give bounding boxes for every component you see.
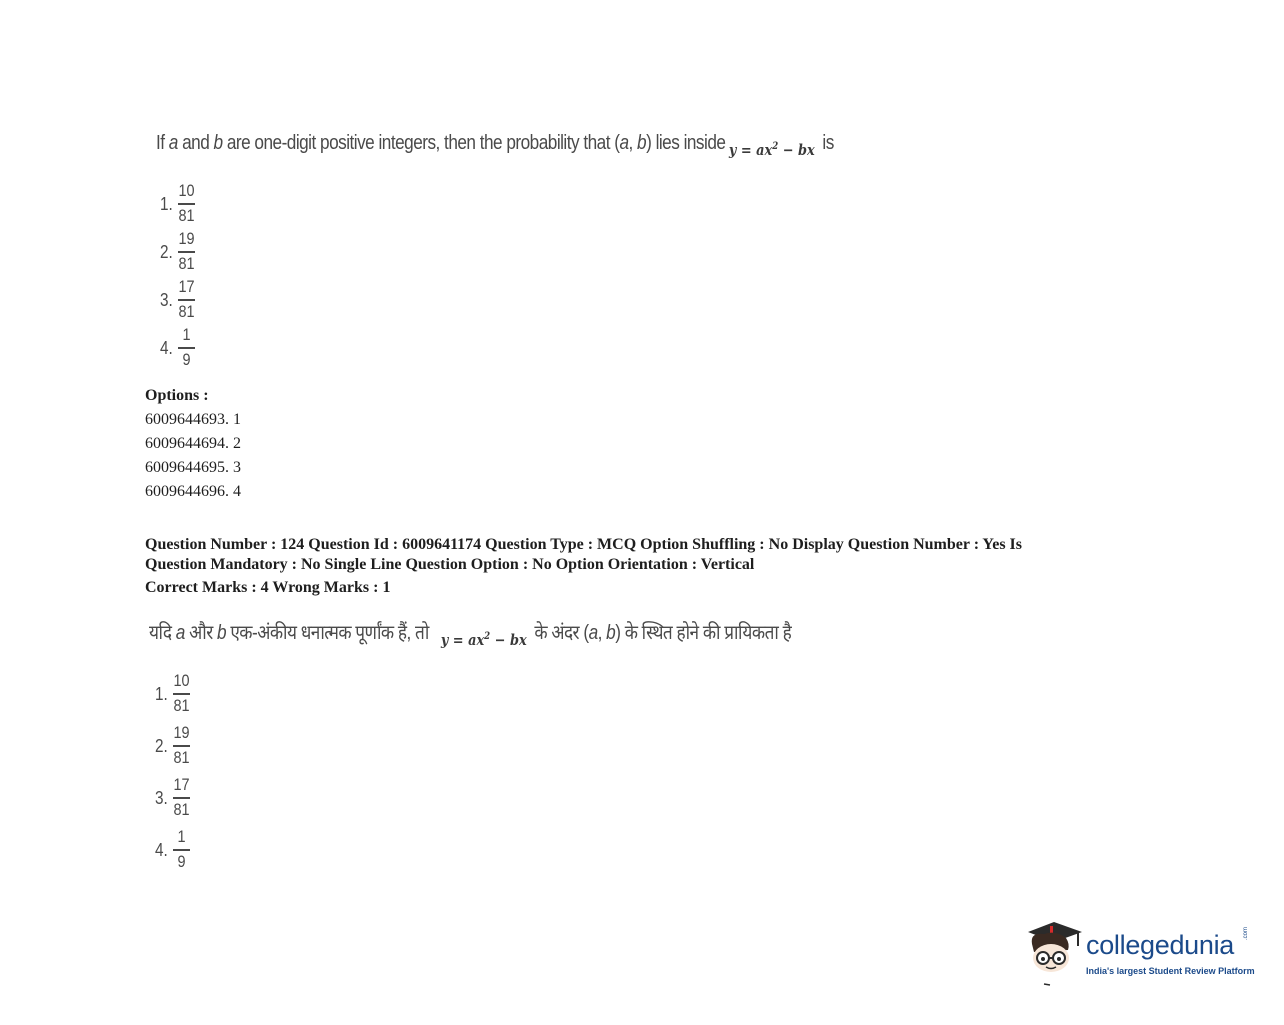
fraction-option: 2. 19 81 bbox=[160, 229, 195, 273]
fraction-option: 4. 1 9 bbox=[160, 326, 240, 374]
option-item: 6009644695. 3 bbox=[145, 459, 241, 476]
fraction: 1 9 bbox=[173, 828, 190, 871]
collegedunia-logo bbox=[1024, 918, 1264, 990]
option-item: 6009644693. 1 bbox=[145, 411, 241, 428]
question-text-hindi: यदि a और b एक-अंकीय धनात्मक पूर्णांक हैं, तो $_{y = ax^2 - bx}$ के अंदर (a, b) के स्थित होने की प्रायिकता है bbox=[149, 622, 792, 649]
fraction-option: 2. 19 81 bbox=[155, 723, 190, 767]
formula: y = ax2 − bx bbox=[440, 631, 527, 649]
fraction: 17 81 bbox=[173, 775, 190, 819]
question-text-english: If a and b are one-digit positive integers, then the probability that (a, b) lies inside $_{y = ax^2 - bx}$ is bbox=[156, 132, 834, 159]
fraction-bar bbox=[178, 251, 195, 253]
fraction-bar bbox=[173, 693, 190, 695]
fraction: 10 81 bbox=[173, 671, 190, 715]
fraction-option: 3. 17 81 bbox=[160, 277, 195, 321]
fraction-option: 1. 10 81 bbox=[160, 181, 195, 225]
logo-name: collegedunia bbox=[1086, 930, 1235, 960]
mascot-icon bbox=[1024, 918, 1086, 990]
meta-line-1: Question Number : 124 Question Id : 6009641174 Question Type : MCQ Option Shuffling : No Display Question Number : Yes Is bbox=[145, 536, 1022, 553]
fraction: 19 81 bbox=[173, 723, 190, 767]
fraction-options-hindi bbox=[155, 672, 235, 880]
fraction-option: 1. 10 81 bbox=[155, 671, 190, 715]
fraction: 19 81 bbox=[178, 229, 195, 273]
options-heading: Options : bbox=[145, 387, 209, 404]
fraction-option: 4. 1 9 bbox=[155, 828, 235, 880]
fraction-bar bbox=[178, 347, 195, 349]
options-block bbox=[145, 384, 241, 504]
logo-tagline: India's largest Student Review Platform bbox=[1086, 966, 1255, 976]
logo-suffix: .com bbox=[1243, 926, 1249, 940]
question-meta bbox=[145, 535, 1022, 598]
option-item: 6009644694. 2 bbox=[145, 435, 241, 452]
fraction-options-english bbox=[160, 182, 240, 374]
fraction: 17 81 bbox=[178, 277, 195, 321]
fraction-bar bbox=[173, 797, 190, 799]
meta-line-2: Question Mandatory : No Single Line Question Option : No Option Orientation : Vertical bbox=[145, 556, 755, 573]
formula: y = ax2 − bx bbox=[728, 141, 815, 159]
option-item: 6009644696. 4 bbox=[145, 483, 241, 500]
fraction-option: 3. 17 81 bbox=[155, 775, 190, 819]
fraction-bar bbox=[173, 849, 190, 851]
fraction-bar bbox=[178, 203, 195, 205]
fraction-bar bbox=[178, 299, 195, 301]
fraction-bar bbox=[173, 745, 190, 747]
fraction: 1 9 bbox=[178, 326, 195, 369]
fraction: 10 81 bbox=[178, 181, 195, 225]
meta-line-3: Correct Marks : 4 Wrong Marks : 1 bbox=[145, 579, 391, 596]
